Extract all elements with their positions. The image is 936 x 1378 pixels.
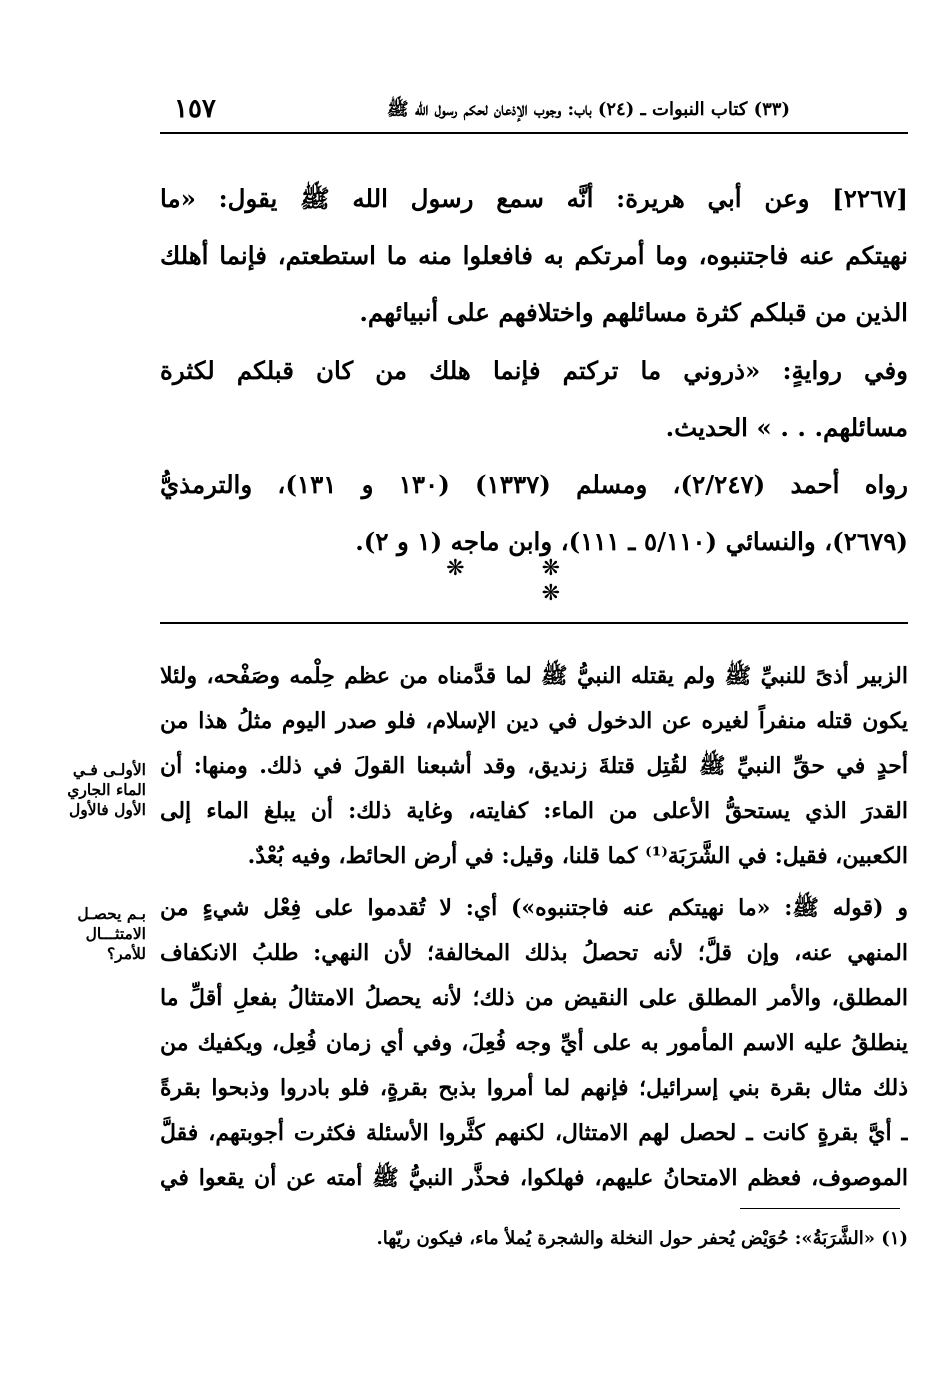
commentary-line: المطلق، والأمر المطلق على النقيض من ذلك؛ لأنه يحصلُ الامتثالُ بفعلِ أقلِّ ما [160, 985, 908, 1011]
margin-note [18, 760, 146, 820]
footnote-rule [740, 1208, 900, 1209]
takhrij-line: (٢٦٧٩)، والنسائي (٥/١١٠ ـ ١١١)، وابن ماجه (١ و ٢). [355, 527, 908, 556]
commentary-line: القدرَ الذي يستحقُّ الأعلى من الماء: كفايته، وغاية ذلك: أن يبلغ الماء إلى [160, 798, 908, 824]
footnote: (١) «الشَّرَبَةُ»: حُوَيْض يُحفر حول النخلة والشجرة يُملأ ماء، فيكون ريّها. [376, 1228, 908, 1249]
commentary-line: ينطلقُ عليه الاسم المأمور به على أيِّ وجه فُعِلَ، وفي أي زمان فُعِل، ويكفيك من [160, 1030, 908, 1056]
commentary-line: أحدٍ في حقِّ النبيِّ ﷺ لقُتِل قتلةَ زنديق، وقد أشبعنا القولَ في ذلك. ومنها: أن [160, 753, 908, 779]
commentary-paragraph [160, 886, 908, 1201]
riwaya-line: وفي روايةٍ: «ذروني ما تركتم فإنما هلك من كان قبلكم لكثرة [160, 356, 908, 385]
running-title: (٣٣) كتاب النبوات ـ (٢٤) باب: وجوب الإذعان لحكم رسول الله ﷺ [386, 99, 790, 120]
margin-note-line: الأول فالأول [68, 800, 146, 819]
riwaya-line: مسائلهم. . . » الحديث. [665, 413, 908, 442]
hadith-line: [٢٢٦٧] وعن أبي هريرة: أنَّه سمع رسول الله ﷺ يقول: «ما [160, 184, 908, 213]
commentary-paragraph [160, 654, 908, 879]
margin-note [18, 904, 146, 964]
margin-note-line: للأمر؟ [106, 944, 146, 963]
star-ornament: ❋ [446, 556, 465, 581]
commentary-line: و (قوله ﷺ: «ما نهيتكم عنه فاجتنبوه») أي: لا تُقدموا على فِعْل شيءٍ من [160, 895, 908, 921]
commentary-line: الزبير أذىً للنبيِّ ﷺ ولم يقتله النبيُّ ﷺ لما قدَّمناه من عظم حِلْمه وصَفْحه، ولئلا [160, 663, 908, 689]
riwaya-paragraph [160, 342, 908, 456]
commentary-line: الكعبين، فقيل: في الشَّرَبَة⁽¹⁾ كما قلنا، وقيل: في أرض الحائط، وفيه بُعْدٌ. [247, 843, 908, 869]
section-separator [430, 556, 630, 606]
hadith-line: نهيتكم عنه فاجتنبوه، وما أمرتكم به فافعلوا منه ما استطعتم، فإنما أهلك [160, 241, 908, 270]
commentary-line: ذلك مثال بقرة بني إسرائيل؛ فإنهم لما أمروا بذبح بقرةٍ، فلو بادروا وذبحوا بقرةً [160, 1075, 908, 1101]
star-ornament: ❋ [541, 556, 560, 581]
page-number: ١٥٧ [174, 94, 216, 124]
takhrij-paragraph [160, 456, 908, 570]
takhrij-line: رواه أحمد (٢/٢٤٧)، ومسلم (١٣٣٧) (١٣٠ و ١٣١)، والترمذيُّ [160, 470, 908, 499]
page-header [160, 92, 908, 134]
commentary-line: المنهي عنه، وإن قلَّ؛ لأنه تحصلُ بذلك المخالفة؛ لأن النهي: طلبُ الانكفاف [160, 940, 908, 966]
commentary-line: يكون قتله منفراً لغيره عن الدخول في دين الإسلام، فلو صدر اليوم مثلُ هذا من [160, 708, 908, 734]
divider-rule [160, 622, 908, 624]
hadith-paragraph [160, 170, 908, 341]
commentary-line: ـ أيَّ بقرةٍ كانت ـ لحصل لهم الامتثال، لكنهم كثَّروا الأسئلة فكثرت أجوبتهم، فقلَّ [160, 1120, 908, 1146]
margin-note-line: الامتثـــال [85, 924, 146, 943]
margin-note-line: الماء الجاري [67, 780, 146, 799]
margin-note-line: الأولـى فـي [72, 760, 146, 779]
hadith-line: الذين من قبلكم كثرة مسائلهم واختلافهم على أنبيائهم. [359, 298, 908, 327]
star-ornament: ❋ [541, 581, 560, 606]
margin-note-line: بـم يحصـل [77, 904, 146, 923]
commentary-line: الموصوف، فعظم الامتحانُ عليهم، فهلكوا، فحذَّر النبيُّ ﷺ أمته عن أن يقعوا في [160, 1165, 908, 1191]
